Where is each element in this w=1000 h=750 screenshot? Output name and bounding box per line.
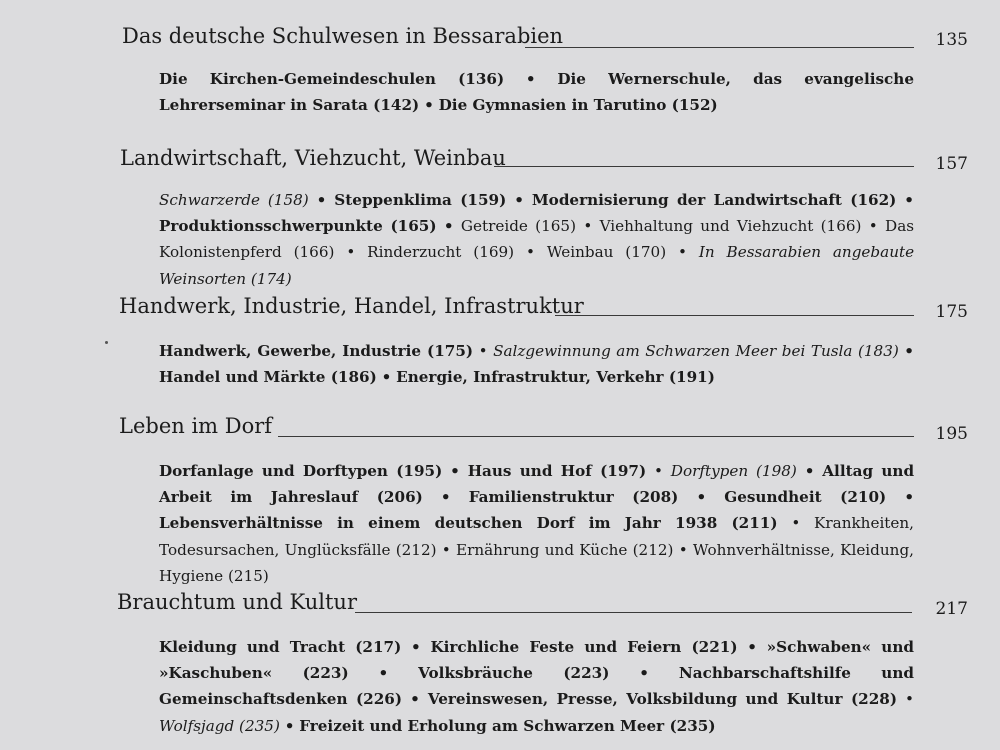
section-description	[159, 338, 914, 390]
toc-item: Das Kolonistenpferd (166)	[159, 217, 915, 262]
toc-item: Rinderzucht (169)	[367, 243, 515, 262]
section-title: Leben im Dorf	[119, 414, 273, 438]
toc-item: Dorfanlage und Dorftypen (195)	[159, 462, 443, 480]
bullet-separator: •	[346, 243, 356, 262]
toc-item: Nachbarschaftshilfe und Gemeinschaftsdenken (226)	[159, 664, 914, 709]
bullet-separator: •	[904, 488, 915, 507]
leader-line	[525, 47, 914, 48]
bullet-separator: •	[653, 462, 663, 480]
section-description	[159, 187, 914, 292]
toc-heading-row	[0, 414, 1000, 444]
section-title: Landwirtschaft, Viehzucht, Weinbau	[120, 146, 506, 170]
toc-item: Vereinswesen, Presse, Volksbildung und Kultur (228)	[427, 690, 898, 709]
toc-item: Produktionsschwerpunkte (165)	[159, 217, 437, 236]
bullet-separator: •	[904, 191, 915, 209]
section-description	[159, 458, 914, 589]
toc-item: Freizeit und Erholung am Schwarzen Meer (235)	[299, 716, 716, 735]
toc-item: Lebensverhältnisse in einem deutschen Dorf im Jahr 1938 (211)	[159, 514, 778, 533]
bullet-separator: •	[696, 488, 707, 507]
toc-item: Alltag und Arbeit im Jahreslauf (206)	[159, 462, 915, 507]
bullet-separator: •	[378, 664, 389, 683]
toc-item: »Schwaben« und »Kaschuben« (223)	[159, 638, 915, 683]
bullet-separator: •	[411, 638, 421, 656]
toc-item: Viehhaltung und Viehzucht (166)	[599, 217, 862, 236]
toc-item: Energie, Infrastruktur, Verkehr (191)	[396, 368, 715, 387]
toc-item: Krankheiten, Todesursachen, Unglücksfälle (212)	[159, 514, 915, 559]
bullet-separator: •	[440, 488, 451, 507]
toc-item: Modernisierung der Landwirtschaft (162)	[531, 191, 897, 209]
toc-item: Handwerk, Gewerbe, Industrie (175)	[159, 342, 474, 360]
bullet-separator: •	[525, 70, 536, 88]
toc-heading-row	[0, 590, 1000, 620]
toc-item: Salzgewinnung am Schwarzen Meer bei Tusla (183)	[493, 342, 899, 360]
bullet-separator: •	[868, 217, 878, 236]
section-page-number: 157	[935, 154, 968, 174]
bullet-separator: •	[450, 462, 460, 480]
bullet-separator: •	[904, 342, 915, 360]
toc-item: Die Kirchen-Gemeindeschulen (136)	[159, 70, 505, 88]
toc-item: Volksbräuche (223)	[418, 664, 610, 683]
bullet-separator: •	[905, 690, 915, 709]
toc-item: Weinbau (170)	[546, 243, 667, 262]
bullet-separator: •	[316, 191, 327, 209]
toc-heading-row	[0, 146, 1000, 176]
toc-item: Schwarzerde (158)	[159, 191, 309, 209]
toc-item: Getreide (165)	[460, 217, 577, 236]
toc-item: Handel und Märkte (186)	[159, 368, 377, 387]
bullet-separator: •	[804, 462, 815, 480]
toc-item: Wohnverhältnisse, Kleidung, Hygiene (215)	[159, 540, 915, 585]
bullet-separator: •	[381, 368, 392, 387]
toc-heading-row	[0, 294, 1000, 324]
bullet-separator: •	[583, 217, 593, 236]
toc-item: Kleidung und Tracht (217)	[159, 638, 402, 656]
bullet-separator: •	[639, 664, 650, 683]
leader-line	[494, 166, 914, 167]
bullet-separator: •	[478, 342, 488, 360]
leader-line	[355, 612, 912, 613]
paper-speck	[105, 341, 108, 344]
section-page-number: 217	[935, 599, 968, 619]
bullet-separator: •	[747, 638, 757, 656]
bullet-separator: •	[441, 540, 451, 559]
section-title: Handwerk, Industrie, Handel, Infrastruktur	[119, 294, 584, 318]
section-title: Das deutsche Schulwesen in Bessarabien	[122, 24, 564, 48]
bullet-separator: •	[678, 540, 688, 559]
leader-line	[555, 315, 914, 316]
toc-item: Wolfsjagd (235)	[159, 716, 280, 735]
toc-heading-row	[0, 24, 1000, 54]
section-description	[159, 66, 914, 118]
bullet-separator: •	[410, 690, 420, 709]
bullet-separator: •	[514, 191, 524, 209]
section-title: Brauchtum und Kultur	[117, 590, 357, 614]
toc-item: Haus und Hof (197)	[467, 462, 647, 480]
leader-line	[278, 436, 914, 437]
toc-item: Die Gymnasien in Tarutino (152)	[438, 96, 718, 115]
toc-item: Ernährung und Küche (212)	[456, 540, 674, 559]
bullet-separator: •	[284, 716, 295, 735]
toc-item: Steppenklima (159)	[334, 191, 507, 209]
bullet-separator: •	[443, 217, 454, 236]
bullet-separator: •	[791, 514, 801, 533]
toc-item: Familienstruktur (208)	[468, 488, 679, 507]
toc-item: Gesundheit (210)	[724, 488, 887, 507]
bullet-separator: •	[424, 96, 434, 115]
bullet-separator: •	[678, 243, 687, 262]
section-page-number: 175	[935, 302, 968, 322]
toc-item: Dorftypen (198)	[670, 462, 797, 480]
toc-item: Kirchliche Feste und Feiern (221)	[430, 638, 738, 656]
section-page-number: 135	[935, 30, 968, 50]
section-description	[159, 634, 914, 739]
section-page-number: 195	[935, 424, 968, 444]
toc-item: Die Wernerschule, das evangelische Lehrerseminar in Sarata (142)	[159, 70, 914, 115]
bullet-separator: •	[526, 243, 535, 262]
toc-item: In Bessarabien angebaute Weinsorten (174)	[159, 243, 915, 288]
